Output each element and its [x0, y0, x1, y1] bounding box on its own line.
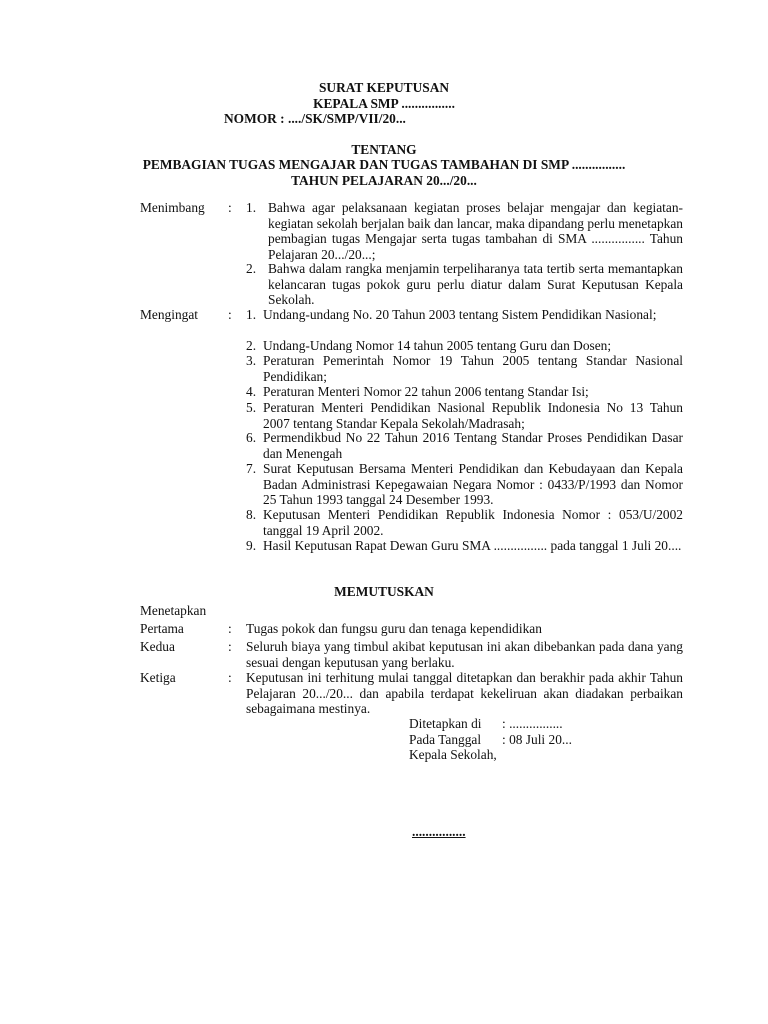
- decision-label: Kedua: [140, 639, 175, 654]
- menimbang-item-number: 2.: [246, 261, 257, 276]
- decision-label: Ketiga: [140, 670, 176, 685]
- mengingat-item-number: 1.: [246, 307, 257, 322]
- decision-colon: :: [228, 670, 232, 685]
- mengingat-item-number: 5.: [246, 400, 257, 415]
- mengingat-item-number: 6.: [246, 430, 257, 445]
- mengingat-item-number: 8.: [246, 507, 257, 522]
- menimbang-colon: :: [228, 200, 232, 215]
- ditetapkan-value: : ................: [502, 716, 563, 731]
- mengingat-item-text: Peraturan Menteri Nomor 22 tahun 2006 tentang Standar Isi;: [263, 384, 589, 399]
- mengingat-item-text: Keputusan Menteri Pendidikan Republik Indonesia Nomor : 053/U/2002 tanggal 19 April 2002.: [263, 507, 683, 538]
- document-title: SURAT KEPUTUSAN: [318, 80, 450, 95]
- menetapkan-label: Menetapkan: [140, 603, 207, 618]
- ditetapkan-label: Ditetapkan di: [409, 716, 482, 731]
- mengingat-item-text: Peraturan Menteri Pendidikan Nasional Republik Indonesia No 13 Tahun 2007 tentang Standar Kepala Sekolah/Madrasah;: [263, 400, 683, 431]
- mengingat-item-text: Peraturan Pemerintah Nomor 19 Tahun 2005 tentang Standar Nasional Pendidikan;: [263, 353, 683, 384]
- subject-line-2: TAHUN PELAJARAN 20.../20...: [291, 173, 477, 188]
- decision-colon: :: [228, 621, 232, 636]
- decision-colon: :: [228, 639, 232, 654]
- mengingat-item-number: 4.: [246, 384, 257, 399]
- document-issuer: KEPALA SMP ................: [313, 96, 455, 111]
- mengingat-item-number: 9.: [246, 538, 257, 553]
- decision-text: Seluruh biaya yang timbul akibat keputusan ini akan dibebankan pada dana yang sesuai dengan keputusan yang berlaku.: [246, 639, 683, 670]
- menimbang-item-text: Bahwa agar pelaksanaan kegiatan proses belajar mengajar dan kegiatan-kegiatan sekolah berjalan baik dan lancar, maka dipandang perlu menetapkan pembagian tugas Mengajar serta tugas tambahan di SMA ................ Tahun Pelajaran 20.../20...;: [268, 200, 683, 262]
- decision-text: Keputusan ini terhitung mulai tanggal ditetapkan dan berakhir pada akhir Tahun Pelajaran 20.../20... dan apabila terdapat kekeliruan akan diadakan perbaikan sebagaimana mestinya.: [246, 670, 683, 716]
- decision-label: Pertama: [140, 621, 184, 636]
- signatory-position: Kepala Sekolah,: [409, 747, 497, 762]
- mengingat-item-number: 7.: [246, 461, 257, 476]
- document-number: NOMOR : ..../SK/SMP/VII/20...: [224, 111, 406, 126]
- about-heading: TENTANG: [351, 142, 417, 157]
- menimbang-item-number: 1.: [246, 200, 257, 215]
- mengingat-item-text: Surat Keputusan Bersama Menteri Pendidikan dan Kebudayaan dan Kepala Badan Administrasi Kepegawaian Negara Nomor : 0433/P/1993 dan Nomor 25 Tahun 1993 tanggal 24 Desember 1993.: [263, 461, 683, 507]
- mengingat-item-text: Undang-undang No. 20 Tahun 2003 tentang Sistem Pendidikan Nasional;: [263, 307, 657, 322]
- menimbang-label: Menimbang: [140, 200, 205, 215]
- menimbang-item-text: Bahwa dalam rangka menjamin terpeliharanya tata tertib serta memantapkan kelancaran tugas pokok guru perlu diatur dalam Surat Keputusan Kepala Sekolah.: [268, 261, 683, 307]
- mengingat-item-text: Hasil Keputusan Rapat Dewan Guru SMA ................ pada tanggal 1 Juli 20....: [263, 538, 682, 553]
- memutuskan-heading: MEMUTUSKAN: [334, 584, 434, 599]
- subject-line-1: PEMBAGIAN TUGAS MENGAJAR DAN TUGAS TAMBAHAN DI SMP ................: [142, 157, 626, 172]
- mengingat-colon: :: [228, 307, 232, 322]
- mengingat-item-text: Undang-Undang Nomor 14 tahun 2005 tentang Guru dan Dosen;: [263, 338, 612, 353]
- mengingat-label: Mengingat: [140, 307, 199, 322]
- mengingat-item-number: 2.: [246, 338, 257, 353]
- signatory-name: ................: [412, 824, 466, 839]
- tanggal-label: Pada Tanggal: [409, 732, 482, 747]
- decision-text: Tugas pokok dan fungsu guru dan tenaga kependidikan: [246, 621, 542, 636]
- mengingat-item-text: Permendikbud No 22 Tahun 2016 Tentang Standar Proses Pendidikan Dasar dan Menengah: [263, 430, 683, 461]
- tanggal-value: : 08 Juli 20...: [502, 732, 572, 747]
- mengingat-item-number: 3.: [246, 353, 257, 368]
